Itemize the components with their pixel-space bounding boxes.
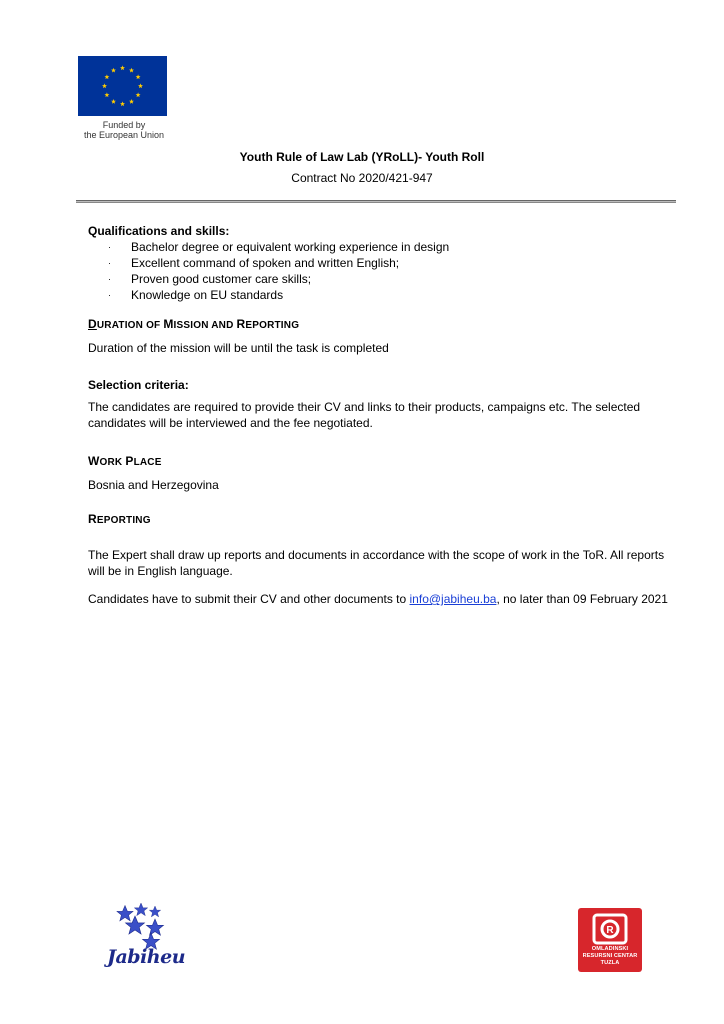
list-item xyxy=(88,239,670,255)
duration-text: Duration of the mission will be until the task is completed xyxy=(88,341,389,355)
eu-caption-line1: Funded by xyxy=(102,120,146,130)
orc-tuzla-logo xyxy=(578,908,642,972)
document-title: Youth Rule of Law Lab (YRoLL)- Youth Roll xyxy=(239,150,485,164)
eu-flag-icon xyxy=(78,56,167,116)
selection-heading: Selection criteria: xyxy=(88,378,189,392)
bullet-icon: · xyxy=(108,274,111,284)
qualification-text: Excellent command of spoken and written English; xyxy=(131,256,400,270)
stars-icon xyxy=(105,902,187,952)
qualification-text: Bachelor degree or equivalent working experience in design xyxy=(131,240,450,254)
eu-funding-logo xyxy=(78,56,168,140)
reporting-text: The Expert shall draw up reports and documents in accordance with the scope of work in the ToR. All reports will be in English language. xyxy=(88,548,665,578)
email-link[interactable]: info@jabiheu.ba xyxy=(409,592,497,606)
eu-caption xyxy=(78,120,170,140)
qualification-text: Knowledge on EU standards xyxy=(131,288,284,302)
qualification-text: Proven good customer care skills; xyxy=(131,272,312,286)
bullet-icon: · xyxy=(108,258,111,268)
list-item xyxy=(88,287,670,303)
contract-number: Contract No 2020/421-947 xyxy=(291,171,433,185)
qualifications-heading: Qualifications and skills: xyxy=(88,224,230,238)
bullet-icon: · xyxy=(108,290,111,300)
orc-emblem-icon xyxy=(591,913,629,945)
eu-caption-line2: the European Union xyxy=(83,130,165,140)
work-place-heading: WORK PLACE xyxy=(88,454,162,468)
orc-label: OMLADINSKI RESURSNI CENTAR TUZLA xyxy=(582,946,638,966)
jabiheu-wordmark: Jabiheu xyxy=(107,946,186,968)
submission-text: Candidates have to submit their CV and other documents to info@jabiheu.ba, no later than 09 February 2021 xyxy=(88,592,668,606)
work-place-text: Bosnia and Herzegovina xyxy=(88,478,219,492)
svg-text:R: R xyxy=(606,925,614,936)
qualifications-list xyxy=(88,239,670,303)
bullet-icon: · xyxy=(108,242,111,252)
list-item xyxy=(88,255,670,271)
list-item xyxy=(88,271,670,287)
reporting-heading: REPORTING xyxy=(88,512,151,526)
header-divider xyxy=(76,200,676,203)
duration-heading: DURATION OF MISSION AND REPORTING xyxy=(88,317,300,331)
jabiheu-logo xyxy=(105,902,187,974)
document-body xyxy=(88,223,670,607)
selection-text: The candidates are required to provide their CV and links to their products, campaigns etc. The selected candidates will be interviewed and the fee negotiated. xyxy=(88,400,641,430)
